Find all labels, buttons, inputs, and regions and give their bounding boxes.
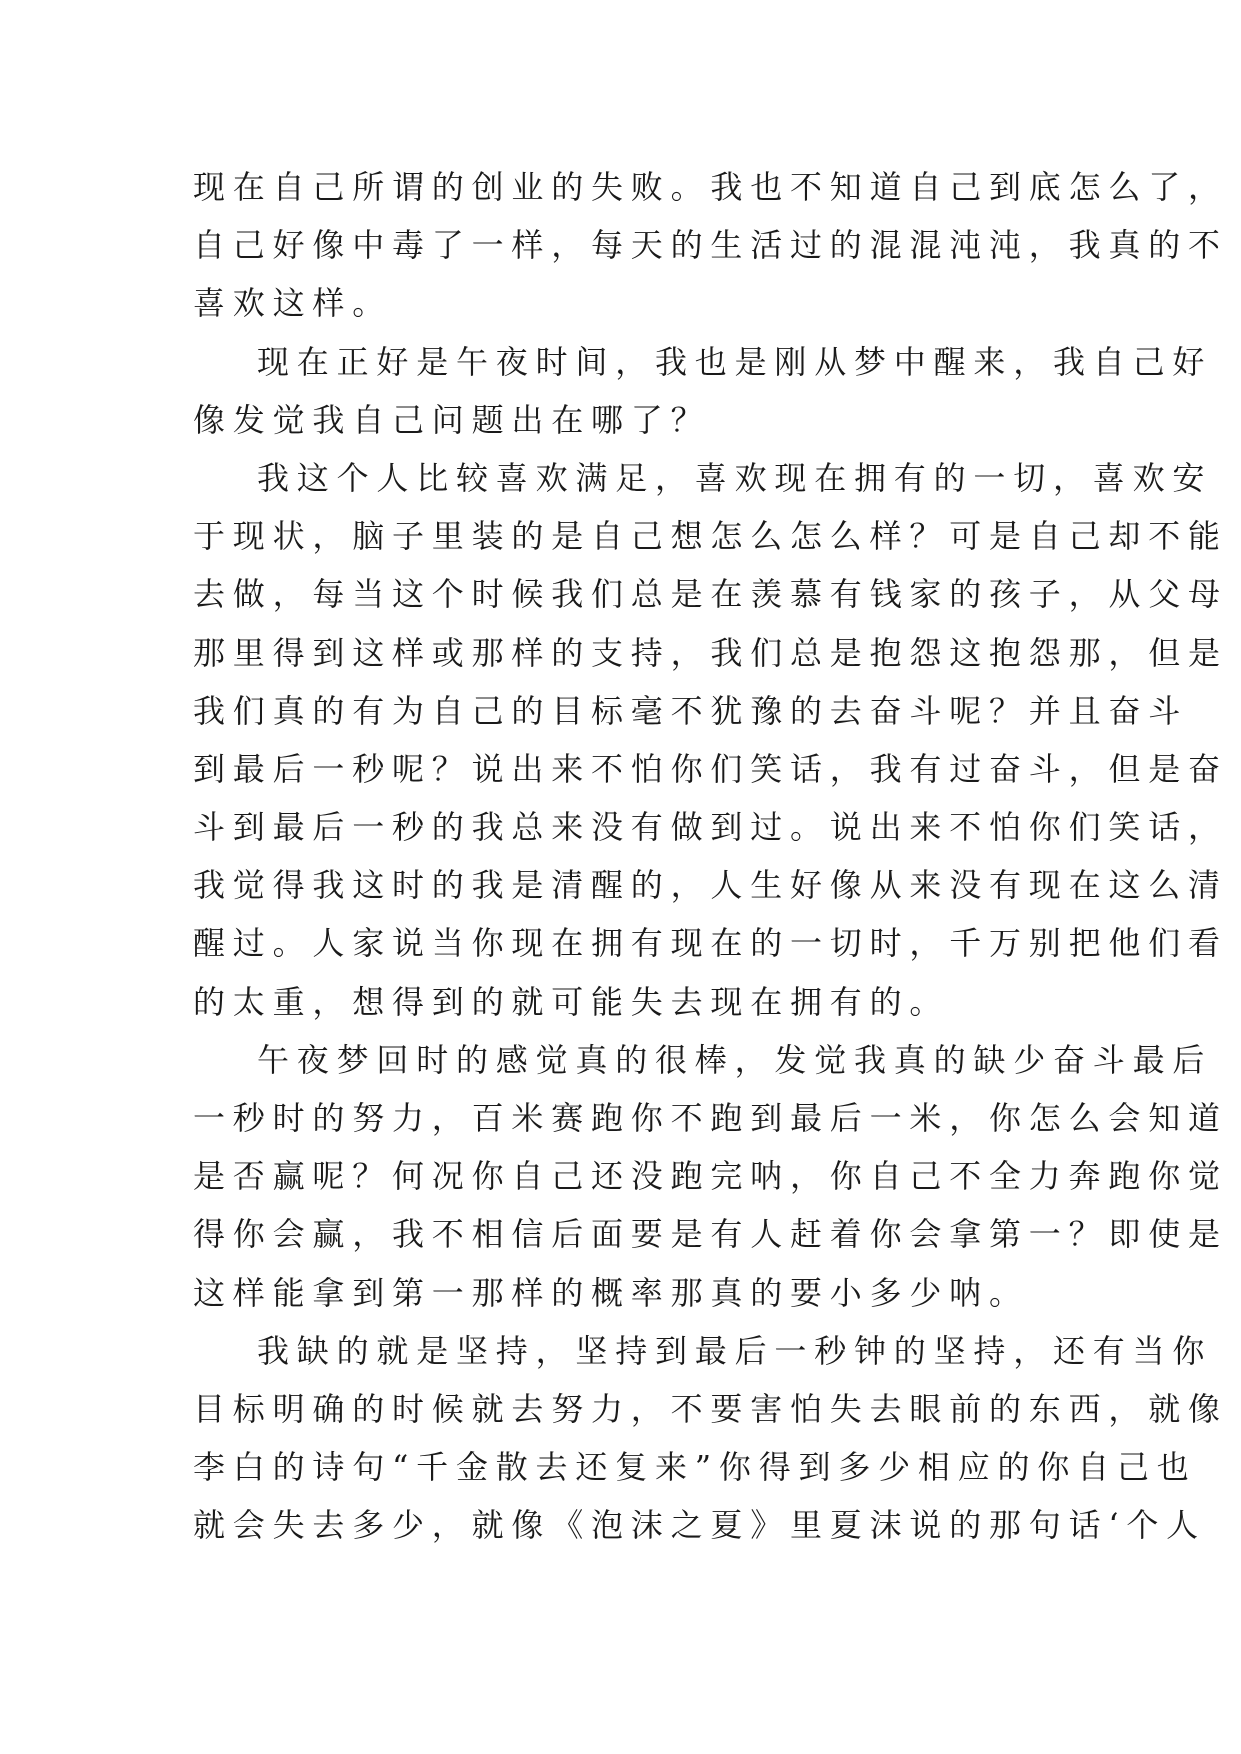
paragraph-start-line: 现在正好是午夜时间，我也是刚从梦中醒来，我自己好: [257, 342, 1213, 381]
document-body: [193, 158, 1228, 1555]
text-line: 去做，每当这个时候我们总是在羡慕有钱家的孩子，从父母: [193, 575, 1228, 614]
text-line: 于现状，脑子里装的是自己想怎么怎么样？可是自己却不能: [193, 517, 1228, 556]
text-line: 就会失去多少，就像《泡沫之夏》里夏沫说的那句话‘个人: [193, 1506, 1206, 1545]
text-line: 目标明确的时候就去努力，不要害怕失去眼前的东西，就像: [193, 1389, 1228, 1428]
text-line: 我觉得我这时的我是清醒的，人生好像从来没有现在这么清: [193, 866, 1228, 905]
text-line: 的太重，想得到的就可能失去现在拥有的。: [193, 982, 950, 1021]
text-line: 我们真的有为自己的目标毫不犹豫的去奋斗呢？并且奋斗: [193, 691, 1189, 730]
text-line: 现在自己所谓的创业的失败。我也不知道自己到底怎么了，: [193, 168, 1228, 206]
text-line: 斗到最后一秒的我总来没有做到过。说出来不怕你们笑话，: [193, 808, 1228, 847]
paragraph-start-line: 我缺的就是坚持，坚持到最后一秒钟的坚持，还有当你: [257, 1331, 1213, 1370]
text-line: 自己好像中毒了一样，每天的生活过的混混沌沌，我真的不: [193, 226, 1228, 265]
text-line: 像发觉我自己问题出在哪了？: [193, 400, 711, 439]
text-line: 那里得到这样或那样的支持，我们总是抱怨这抱怨那，但是: [193, 633, 1228, 672]
text-line: 是否赢呢？何况你自己还没跑完呐，你自己不全力奔跑你觉: [193, 1157, 1228, 1196]
paragraph-start-line: 午夜梦回时的感觉真的很棒，发觉我真的缺少奋斗最后: [257, 1040, 1213, 1079]
text-line: 醒过。人家说当你现在拥有现在的一切时，千万别把他们看: [193, 924, 1228, 963]
text-line: 这样能拿到第一那样的概率那真的要小多少呐。: [193, 1273, 1029, 1312]
text-line: 得你会赢，我不相信后面要是有人赶着你会拿第一？即使是: [193, 1215, 1228, 1254]
text-line: 一秒时的努力，百米赛跑你不跑到最后一米，你怎么会知道: [193, 1099, 1228, 1137]
text-line: 李白的诗句“千金散去还复来”你得到多少相应的你自己也: [193, 1448, 1197, 1487]
text-line: 喜欢这样。: [193, 284, 393, 323]
paragraph-start-line: 我这个人比较喜欢满足，喜欢现在拥有的一切，喜欢安: [257, 458, 1213, 497]
text-line: 到最后一秒呢？说出来不怕你们笑话，我有过奋斗，但是奋: [193, 749, 1228, 788]
